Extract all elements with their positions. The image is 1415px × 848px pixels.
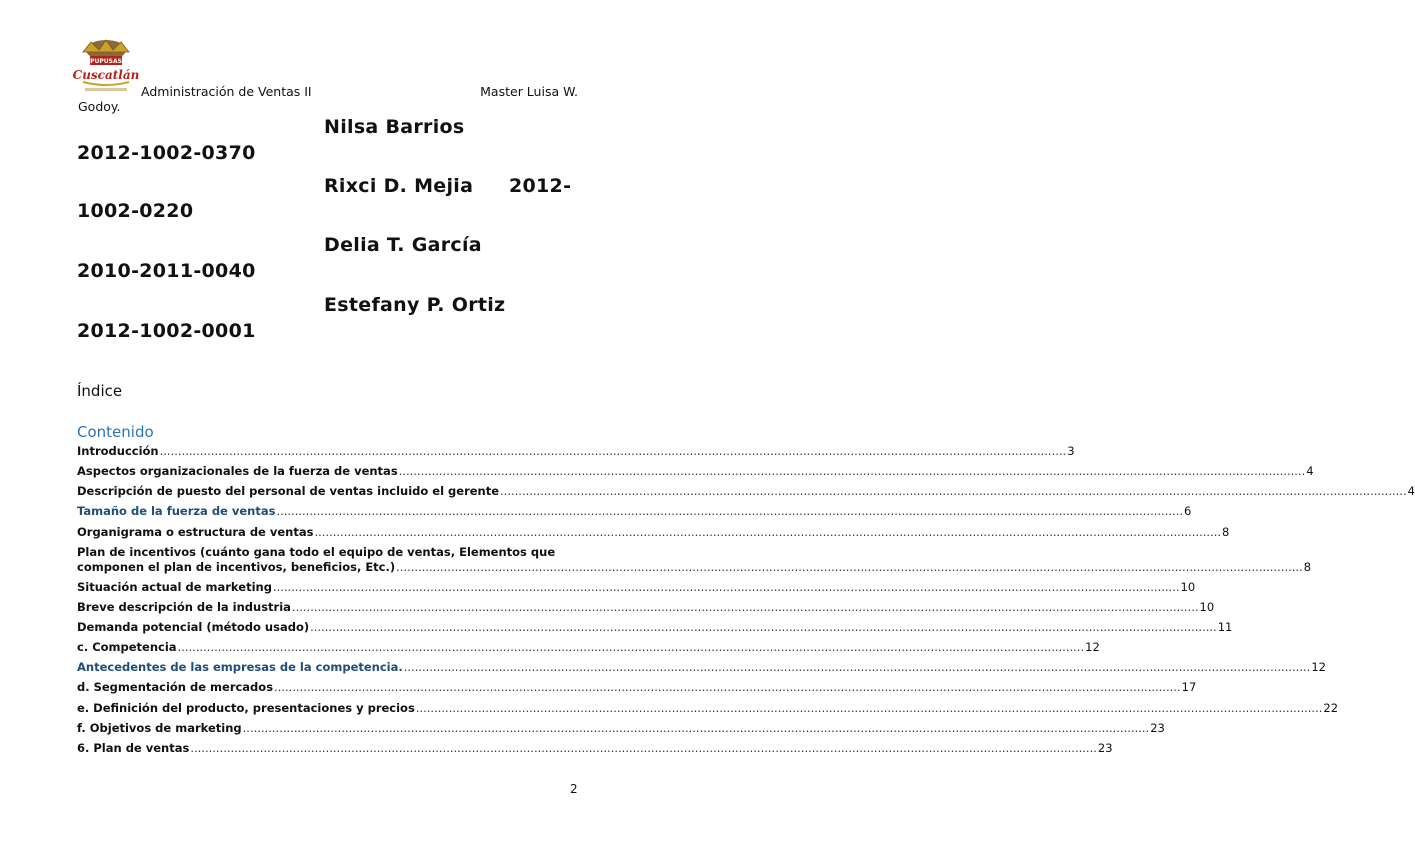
author-id-3: 2010-2011-0040 bbox=[77, 260, 256, 282]
toc-leader-dots bbox=[190, 741, 1097, 756]
toc-entry-page: 22 bbox=[1323, 701, 1339, 715]
toc-entry[interactable] bbox=[77, 660, 1326, 675]
toc-leader-dots bbox=[276, 504, 1183, 519]
toc-entry-title: e. Definición del producto, presentaciones y precios bbox=[77, 701, 415, 715]
author-name-4: Estefany P. Ortiz bbox=[324, 294, 506, 316]
toc-leader-dots bbox=[396, 560, 1303, 575]
toc-entry[interactable] bbox=[77, 741, 1113, 756]
toc-leader-dots bbox=[500, 484, 1407, 499]
toc-entry-title: Situación actual de marketing bbox=[77, 580, 272, 594]
instructor-name: Master Luisa W. bbox=[480, 84, 578, 99]
toc-entry-title: 6. Plan de ventas bbox=[77, 741, 190, 755]
page-number: 2 bbox=[570, 782, 578, 796]
index-heading: Índice bbox=[77, 382, 123, 400]
toc-entry-title: Introducción bbox=[77, 444, 159, 458]
toc-entry[interactable] bbox=[77, 620, 1233, 635]
toc-entry[interactable] bbox=[77, 464, 1314, 479]
toc-leader-dots bbox=[292, 600, 1199, 615]
toc-entry-page: 4 bbox=[1306, 464, 1314, 478]
author-id-2-part1: 2012- bbox=[509, 175, 572, 197]
toc-leader-dots bbox=[160, 444, 1067, 459]
toc-leader-dots bbox=[416, 701, 1323, 716]
author-name-1: Nilsa Barrios bbox=[324, 116, 465, 138]
author-name-3: Delia T. García bbox=[324, 234, 482, 256]
toc-entry[interactable] bbox=[77, 640, 1100, 655]
toc-entry-title: f. Objetivos de marketing bbox=[77, 721, 242, 735]
course-title: Administración de Ventas II bbox=[141, 84, 312, 99]
toc-entry[interactable] bbox=[77, 444, 1075, 459]
toc-entry[interactable] bbox=[77, 504, 1192, 519]
toc-entry[interactable] bbox=[77, 701, 1339, 716]
toc-entry-title: Antecedentes de las empresas de la competencia. bbox=[77, 660, 403, 674]
toc-leader-dots bbox=[399, 464, 1306, 479]
toc-entry[interactable] bbox=[77, 484, 1415, 499]
toc-leader-dots bbox=[314, 525, 1221, 540]
toc-entry-title: Organigrama o estructura de ventas bbox=[77, 525, 314, 539]
toc-leader-dots bbox=[243, 721, 1150, 736]
toc-entry[interactable] bbox=[77, 600, 1215, 615]
toc-entry-title: Tamaño de la fuerza de ventas bbox=[77, 504, 276, 518]
toc-entry[interactable] bbox=[77, 721, 1165, 736]
toc-entry-title: c. Competencia bbox=[77, 640, 177, 654]
toc-entry-page: 6 bbox=[1184, 504, 1192, 518]
toc-entry-title-line1: Plan de incentivos (cuánto gana todo el equipo de ventas, Elementos que bbox=[77, 545, 556, 559]
toc-entry-page: 23 bbox=[1097, 741, 1113, 755]
toc-leader-dots bbox=[310, 620, 1217, 635]
contents-heading: Contenido bbox=[77, 423, 154, 441]
company-logo bbox=[72, 38, 140, 96]
instructor-name-cont: Godoy. bbox=[78, 99, 121, 114]
toc-entry-title: Descripción de puesto del personal de ventas incluido el gerente bbox=[77, 484, 500, 498]
toc-entry-page: 8 bbox=[1303, 560, 1312, 574]
toc-entry-title: Aspectos organizacionales de la fuerza de ventas bbox=[77, 464, 398, 478]
toc-entry[interactable] bbox=[77, 525, 1230, 540]
logo-main-text: Cuscatlán bbox=[72, 68, 140, 82]
toc-entry-page: 23 bbox=[1150, 721, 1165, 735]
toc-leader-dots bbox=[273, 580, 1180, 595]
toc-entry-page: 8 bbox=[1222, 525, 1230, 539]
toc-entry[interactable] bbox=[77, 545, 1312, 575]
toc-entry-title-line2: componen el plan de incentivos, beneficios, Etc.) bbox=[77, 560, 396, 574]
author-id-4: 2012-1002-0001 bbox=[77, 320, 256, 342]
toc-entry-page: 3 bbox=[1067, 444, 1075, 458]
toc-entry-page: 12 bbox=[1311, 660, 1326, 674]
toc-entry-page: 10 bbox=[1180, 580, 1196, 594]
toc-leader-dots bbox=[178, 640, 1085, 655]
logo-top-text: PUPUSAS bbox=[90, 58, 122, 65]
toc-entry-page: 10 bbox=[1199, 600, 1215, 614]
toc-entry-page: 17 bbox=[1181, 680, 1197, 694]
toc-leader-dots bbox=[274, 680, 1181, 695]
toc-entry-title: d. Segmentación de mercados bbox=[77, 680, 274, 694]
toc-entry-page: 11 bbox=[1217, 620, 1233, 634]
toc-entry-page: 12 bbox=[1085, 640, 1100, 654]
author-name-2: Rixci D. Mejia bbox=[324, 175, 474, 197]
author-id-1: 2012-1002-0370 bbox=[77, 142, 256, 164]
toc-entry-title: Breve descripción de la industria bbox=[77, 600, 291, 614]
toc-entry[interactable] bbox=[77, 580, 1196, 595]
toc-entry-title: Demanda potencial (método usado) bbox=[77, 620, 310, 634]
toc-entry[interactable] bbox=[77, 680, 1197, 695]
author-id-2-part2: 1002-0220 bbox=[77, 200, 194, 222]
toc-entry-page: 4 bbox=[1407, 484, 1415, 498]
toc-leader-dots bbox=[404, 660, 1311, 675]
